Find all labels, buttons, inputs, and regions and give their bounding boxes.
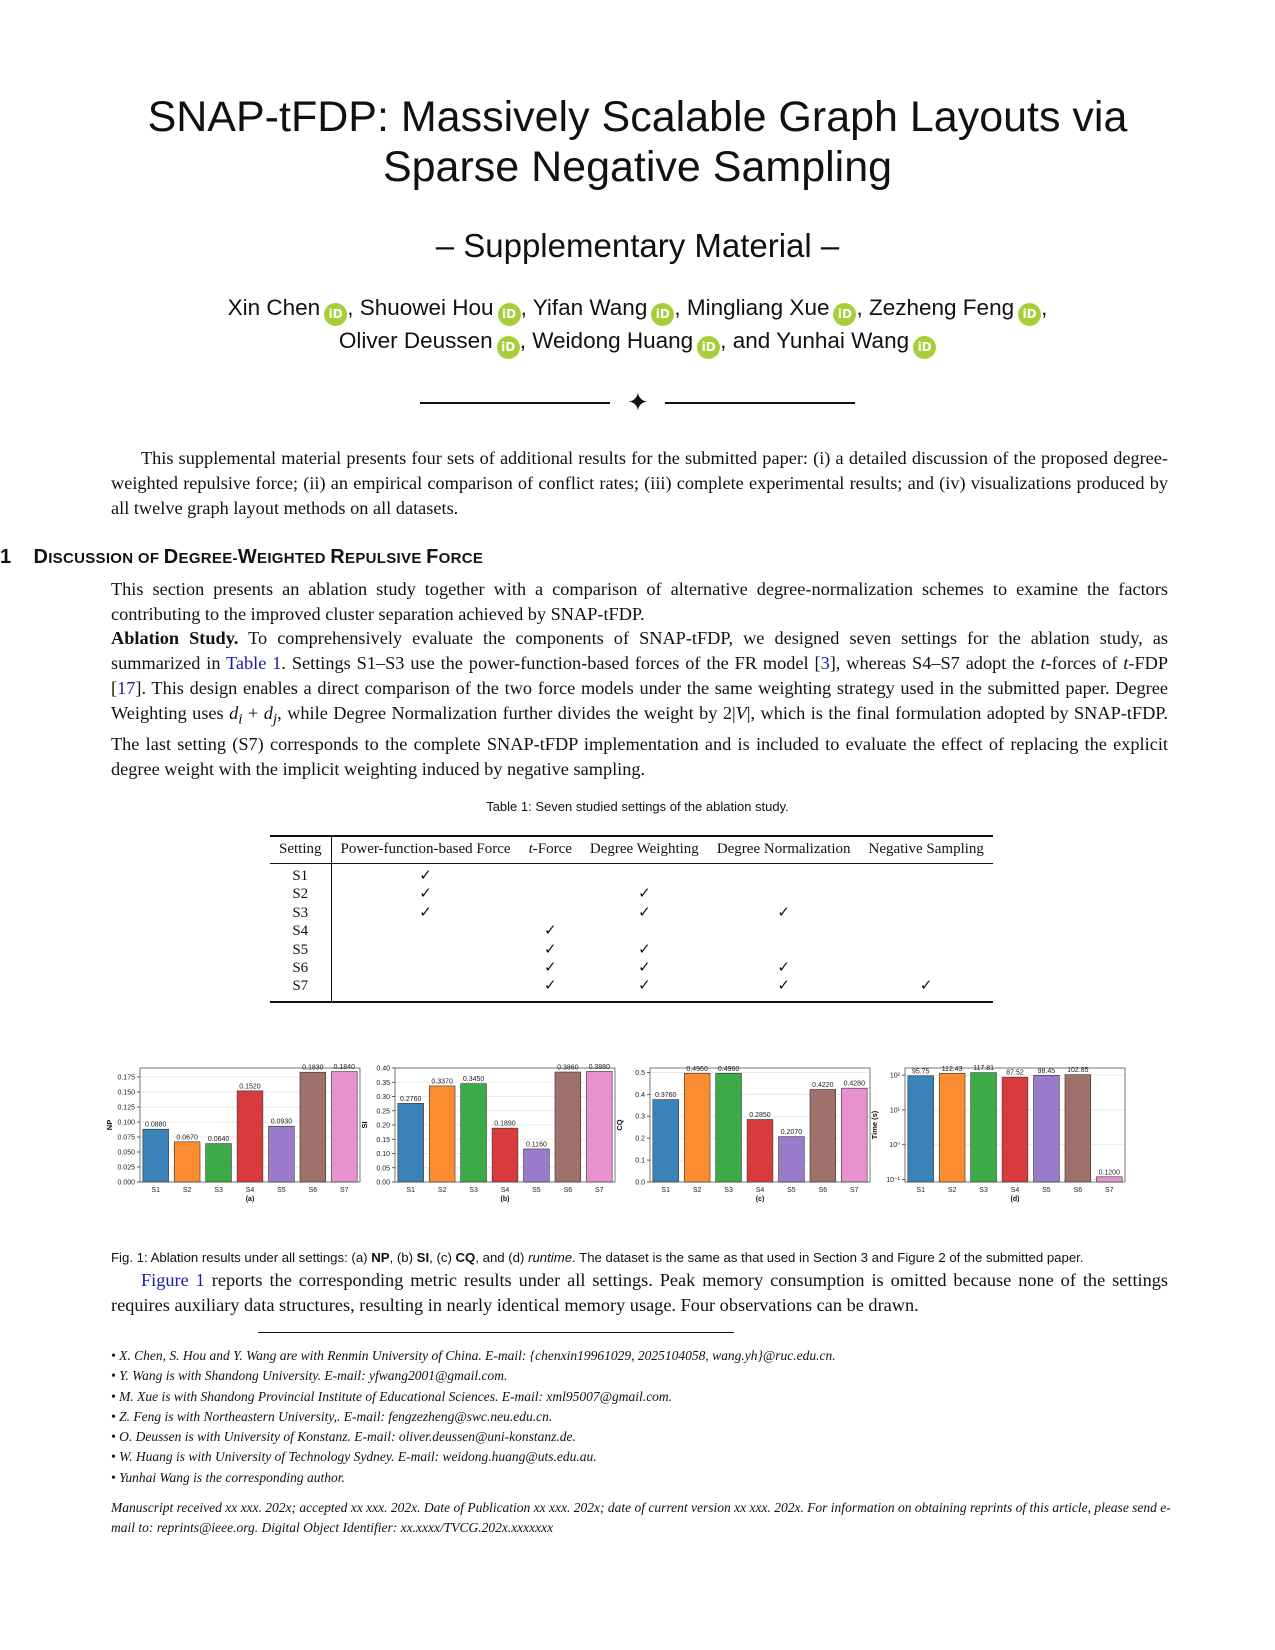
footnote: • M. Xue is with Shandong Provincial Institute of Educational Sciences. E-mail: xml95007@gmail.com. [111,1388,673,1404]
x-tick-label: S1 [406,1187,415,1194]
x-tick-label: S7 [850,1187,859,1194]
empty-cell [331,941,520,959]
x-tick-label: S6 [563,1187,573,1194]
bar [206,1144,232,1182]
checkmark-cell: ✓ [543,923,557,940]
title-line-1: SNAP-tFDP: Massively Scalable Graph Layouts via [147,93,1128,141]
empty-cell [708,864,860,886]
y-tick-label: 0.075 [117,1134,135,1142]
y-tick-label: 0.150 [117,1089,135,1097]
y-tick-label: 0.4 [635,1091,645,1099]
column-header: Power-function-based Force [331,836,520,864]
setting-cell: S7 [270,977,331,1001]
bar-value-label: 0.4220 [812,1081,834,1089]
y-tick-label: 0.15 [376,1136,390,1144]
y-tick-label: 0.175 [117,1074,135,1082]
author: Zezheng Feng iD , [869,295,1047,320]
bar [237,1091,263,1182]
x-tick-label: S6 [818,1187,828,1194]
x-tick-label: S1 [151,1187,160,1194]
bar-value-label: 0.3880 [588,1063,610,1071]
checkmark-cell: ✓ [777,904,790,921]
y-tick-label: 0.25 [376,1108,390,1116]
bar-value-label: 0.1890 [494,1120,516,1128]
bar [461,1084,487,1182]
footnote: • Yunhai Wang is the corresponding author. [111,1469,345,1485]
empty-cell [860,904,993,922]
y-tick-label: 0.10 [376,1151,390,1158]
footnote: • Z. Feng is with Northeastern University,. E-mail: fengzezheng@swc.neu.edu.cn. [111,1408,553,1424]
y-tick-label: 0.40 [376,1065,390,1073]
x-tick-label: S5 [1042,1187,1051,1194]
y-tick-label: 0.3 [635,1113,645,1121]
author-name: Shuowei Hou [359,295,494,320]
checkmark-cell: ✓ [543,960,557,977]
author: Xin Chen iD , [228,295,354,320]
column-header: Negative Sampling [860,836,993,864]
empty-cell [708,941,860,959]
table-header-row [270,836,993,864]
checkmark-cell: ✓ [919,978,933,995]
y-tick-label: 0.0 [635,1179,645,1187]
y-axis-label: CQ [615,1119,624,1131]
footnote: • O. Deussen is with University of Konstanz. E-mail: oliver.deussen@uni-konstanz.de. [111,1429,576,1445]
orcid-icon[interactable]: iD [833,303,856,326]
x-tick-label: S2 [182,1187,192,1194]
table-row [270,977,993,1001]
bar [174,1142,200,1182]
table-caption: Table 1: Seven studied settings of the ablation study. [486,799,789,814]
x-tick-label: S4 [245,1187,255,1194]
x-tick-label: S3 [724,1187,733,1194]
setting-cell: S3 [270,904,331,922]
author: Weidong Huang iD , [532,328,726,353]
x-tick-label: S3 [469,1187,478,1194]
bar [653,1100,679,1182]
table-row [270,904,993,922]
bar-value-label: 0.1520 [239,1083,261,1091]
ablation-study-paragraph: Ablation Study. To comprehensively evaluate the components of SNAP-tFDP, we designed seven settings for the ablation study, as summarized in Table 1. Settings S1–S3 use the power-function-based forces of the FR model [3], whereas S4–S7 adopt the t-forces of t-FDP [17]. This design enables a direct comparison of the two force models under the same weighting strategy used in the submitted paper. Degree Weighting uses $d_i + d_j$, while Degree Normalization further divides the weight by 2|V|, which is the final formulation adopted by SNAP-tFDP. The last setting (S7) corresponds to the complete SNAP-tFDP implementation and is included to evaluate the effect of replacing the explicit degree weight with the implicit weighting induced by negative sampling. [111,628,1169,779]
y-tick-label: 0.00 [376,1179,390,1187]
empty-cell [581,922,708,940]
bar-value-label: 0.0930 [270,1118,293,1126]
bar-value-label: 117.81 [973,1065,995,1073]
column-header: Degree Normalization [708,836,860,864]
x-tick-label: S2 [947,1187,957,1194]
checkmark-cell: ✓ [638,978,651,995]
orcid-icon[interactable]: iD [498,303,521,326]
checkmark-cell: ✓ [543,978,557,995]
x-tick-label: S6 [1073,1187,1083,1194]
bar [939,1073,965,1182]
checkmark-cell: ✓ [638,904,651,921]
footnote-rule [258,1332,734,1333]
author-name: Xin Chen [227,295,321,320]
divider-rule-left [420,402,610,404]
empty-cell [860,885,993,903]
y-tick-label: 0.35 [376,1079,390,1087]
bar [810,1089,836,1182]
citation-link[interactable]: 17 [117,678,136,698]
bar-value-label: 0.1840 [333,1064,355,1072]
bar [747,1120,773,1182]
table-row [270,864,993,886]
panel-label: (b) [500,1196,510,1203]
x-tick-label: S4 [500,1187,510,1194]
empty-cell [708,922,860,940]
author-affiliations [111,1346,1171,1488]
x-tick-label: S2 [692,1187,702,1194]
bar-value-label: 0.2760 [400,1095,422,1103]
bar [684,1073,710,1182]
checkmark-cell: ✓ [419,886,432,903]
table-row [270,959,993,977]
orcid-icon[interactable]: iD [697,336,720,359]
y-tick-label: 0.5 [635,1069,645,1077]
bar [143,1129,169,1182]
divider-rule-right [665,402,855,404]
bar-value-label: 0.1160 [525,1141,547,1149]
bar-value-label: 0.3860 [557,1064,579,1072]
empty-cell [708,885,860,903]
bar-value-label: 0.1830 [302,1064,324,1072]
table-row [270,941,993,959]
bar-value-label: 0.0640 [207,1136,230,1144]
si-bar-chart [360,1060,622,1246]
cq-bar-chart [615,1060,877,1246]
bar [555,1072,581,1182]
bar [1065,1075,1091,1182]
y-tick-label: 0.2 [635,1135,645,1143]
author-name: Zezheng Feng [869,295,1015,320]
x-tick-label: S5 [787,1187,796,1194]
bar [1096,1177,1122,1182]
orcid-icon[interactable]: iD [913,336,936,359]
author-name: Weidong Huang [532,328,694,353]
checkmark-cell: ✓ [543,941,557,958]
bar [716,1073,742,1182]
orcid-icon[interactable]: iD [324,303,347,326]
bar [779,1137,805,1182]
setting-cell: S6 [270,959,331,977]
bar [269,1126,295,1182]
author: Shuowei Hou iD , [360,295,527,320]
footnote: • Y. Wang is with Shandong University. E-mail: yfwang2001@gmail.com. [111,1368,508,1384]
bar-value-label: 112.43 [941,1065,963,1073]
bar [398,1103,424,1182]
checkmark-cell: ✓ [419,904,432,921]
title-line-2: Sparse Negative Sampling [382,143,893,191]
empty-cell [581,864,708,886]
author-list [100,293,1175,359]
empty-cell [331,959,520,977]
panel-label: (d) [1010,1196,1020,1203]
x-tick-label: S7 [1105,1187,1114,1194]
x-tick-label: S7 [595,1187,604,1194]
empty-cell [331,922,520,940]
bar-value-label: 0.0880 [145,1121,167,1129]
table-body [270,864,993,1002]
x-tick-label: S5 [532,1187,541,1194]
column-header: Setting [270,836,331,864]
checkmark-cell: ✓ [419,868,432,884]
author-name: Mingliang Xue [686,295,830,320]
x-tick-label: S6 [308,1187,318,1194]
bar-value-label: 0.3760 [655,1092,677,1100]
y-tick-label: 0.100 [117,1119,135,1127]
ablation-settings-table [270,835,993,1003]
bar [331,1072,357,1182]
section-heading: 1 DISCUSSION OF DEGREE-WEIGHTED REPULSIVE FORCE [0,546,484,568]
checkmark-cell: ✓ [777,978,790,995]
y-axis-label: SI [360,1121,369,1129]
empty-cell [860,959,993,977]
y-axis-label: NP [105,1119,114,1131]
section-intro-paragraph: This section presents an ablation study together with a comparison of alternative degree-normalization schemes to examine the factors contributing to the improved cluster separation achieved by SNAP-tFDP. [111,579,1168,624]
ablation-figure [105,1060,1170,1246]
x-tick-label: S5 [277,1187,286,1194]
y-tick-label: 0.025 [117,1164,135,1172]
figure-reference-link[interactable]: Figure 1 [141,1270,205,1290]
x-tick-label: S3 [214,1187,223,1194]
empty-cell [860,922,993,940]
bar-value-label: 95.75 [911,1068,930,1076]
bar [1002,1077,1028,1182]
empty-cell [520,904,581,922]
bar-value-label: 0.4960 [717,1065,740,1073]
bar-value-label: 0.4280 [843,1080,865,1088]
bar [1034,1075,1060,1182]
setting-cell: S4 [270,922,331,940]
column-header: Degree Weighting [581,836,708,864]
y-axis-label: Time (s) [870,1110,879,1140]
results-paragraph: Figure 1 reports the corresponding metric results under all settings. Peak memory consumption is omitted because none of the settings requires auxiliary data structures, resulting in nearly identical memory usage. Four observations can be drawn. [111,1270,1168,1315]
x-tick-label: S1 [661,1187,670,1194]
empty-cell [331,977,520,1001]
bar-value-label: 98.45 [1037,1067,1056,1075]
y-tick-label: 0.20 [376,1122,390,1130]
subtitle: – Supplementary Material – [435,227,840,264]
orcid-icon[interactable]: iD [651,303,674,326]
x-tick-label: S4 [1010,1187,1020,1194]
y-tick-label: 0.050 [117,1149,135,1157]
checkmark-cell: ✓ [638,886,651,903]
x-tick-label: S4 [755,1187,765,1194]
manuscript-note: Manuscript received xx xxx. 202x; accepted xx xxx. 202x. Date of Publication xx xxx. 202x; date of current version xx xxx. 202x. For information on obtaining reprints of this article, please send e-mail to: reprints@ieee.org. Digital Object Identifier: xx.xxxx/TVCG.202x.xxxxxxx [111,1500,1171,1535]
y-tick-label: 10⁻¹ [886,1177,900,1185]
bar [429,1086,455,1182]
bar-value-label: 0.3450 [462,1076,485,1084]
bar [524,1149,550,1182]
column-header: t-Force [520,836,581,864]
y-tick-label: 10¹ [889,1107,900,1115]
bar [971,1073,997,1182]
checkmark-cell: ✓ [638,960,651,977]
y-tick-label: 0.05 [376,1165,390,1173]
setting-cell: S5 [270,941,331,959]
bar-value-label: 0.0670 [176,1134,198,1142]
citation-link[interactable]: 3 [820,653,830,673]
y-tick-label: 0.000 [117,1179,135,1187]
author-name: and Yunhai Wang [732,328,910,353]
x-tick-label: S7 [340,1187,349,1194]
divider-star-icon: ✦ [627,387,649,417]
panel-label: (a) [245,1196,255,1203]
empty-cell [520,885,581,903]
bar-value-label: 0.3370 [431,1078,453,1086]
math-expression: $d_i + d_j$ [229,703,278,728]
checkmark-cell: ✓ [638,941,651,958]
table-row [270,922,993,940]
np-bar-chart [105,1060,367,1246]
table-row [270,885,993,903]
bar-value-label: 102.85 [1067,1067,1089,1075]
setting-cell: S2 [270,885,331,903]
bar [492,1128,518,1182]
bar-value-label: 0.2070 [780,1129,803,1137]
author-name: Oliver Deussen [338,328,493,353]
bar-value-label: 0.1200 [1098,1169,1120,1177]
y-tick-label: 0.30 [376,1094,390,1101]
empty-cell [860,941,993,959]
orcid-icon[interactable]: iD [497,336,520,359]
runtime-bar-chart [870,1060,1132,1246]
x-tick-label: S3 [979,1187,988,1194]
orcid-icon[interactable]: iD [1018,303,1041,326]
paragraph-lead: Ablation Study. [111,628,239,648]
empty-cell [860,864,993,886]
paper-title [100,92,1175,192]
author: Yifan Wang iD , [533,295,681,320]
bar [300,1072,326,1182]
figure-caption: Fig. 1: Ablation results under all settings: (a) NP, (b) SI, (c) CQ, and (d) runtime. The dataset is the same as that used in Section 3 and Figure 2 of the submitted paper. [111,1250,1084,1265]
panel-label: (c) [755,1196,765,1203]
author: Oliver Deussen iD , [339,328,526,353]
bar [841,1088,867,1182]
bar-value-label: 0.4960 [686,1065,708,1073]
table-reference-link[interactable]: Table 1 [226,653,282,673]
checkmark-cell: ✓ [777,960,790,977]
x-tick-label: S1 [916,1187,925,1194]
bar [908,1076,934,1182]
y-tick-label: 0.125 [117,1104,135,1112]
x-tick-label: S2 [437,1187,447,1194]
author [733,328,936,353]
bar-value-label: 87.52 [1006,1069,1024,1077]
setting-cell: S1 [270,864,331,886]
empty-cell [520,864,581,886]
abstract: This supplemental material presents four sets of additional results for the submitted paper: (i) a detailed discussion of the proposed degree-weighted repulsive force; (ii) an empirical comparison of conflict rates; (iii) complete experimental results; and (iv) visualizations produced by all twelve graph layout methods on all datasets. [111,448,1168,518]
author: Mingliang Xue iD , [687,295,863,320]
y-tick-label: 10² [889,1072,900,1080]
footnote: • W. Huang is with University of Technology Sydney. E-mail: weidong.huang@uts.edu.au. [111,1449,597,1465]
section-number: 1 [0,546,12,568]
y-tick-label: 0.1 [635,1157,645,1165]
author-name: Yifan Wang [532,295,648,320]
y-tick-label: 10⁰ [889,1142,900,1150]
bar [586,1071,612,1182]
bar-value-label: 0.2850 [749,1112,771,1120]
footnote: • X. Chen, S. Hou and Y. Wang are with Renmin University of China. E-mail: {chenxin19961029, 2025104058, wang.yh}@ruc.edu.cn. [111,1348,836,1363]
